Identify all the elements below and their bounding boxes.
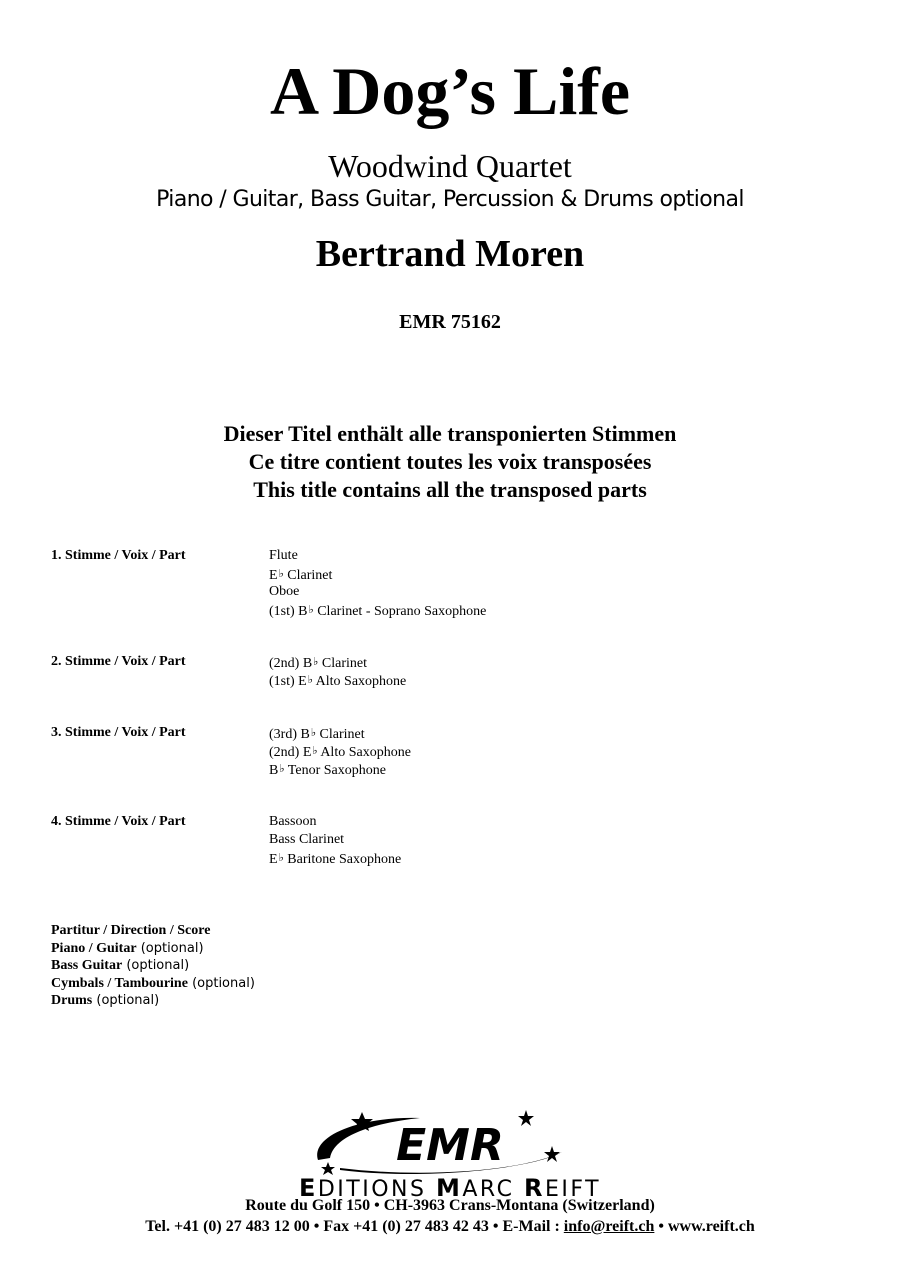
publisher-address: Route du Golf 150 • CH-3963 Crans-Montana (Switzerland) [245, 1197, 655, 1214]
part-instrument-list [269, 547, 486, 619]
part-label: 2. Stimme / Voix / Part [51, 654, 186, 669]
svg-text:EMR: EMR [396, 1120, 504, 1171]
instrument-line: (2nd) B♭ Clarinet [269, 656, 367, 671]
instrument-line: Oboe [269, 584, 300, 599]
part-label: 3. Stimme / Voix / Part [51, 725, 186, 740]
email-link[interactable]: info@reift.ch [563, 1218, 655, 1235]
list-item: Piano / Guitar (optional) [51, 940, 204, 956]
instrument-line: B♭ Tenor Saxophone [269, 763, 386, 778]
part-instrument-list [269, 653, 406, 689]
instrument-line: Flute [269, 548, 298, 563]
instrument-line: (1st) E♭ Alto Saxophone [269, 674, 407, 689]
flat-icon: ♭ [279, 763, 285, 775]
part-instrument-list [269, 724, 411, 778]
flat-icon: ♭ [308, 604, 314, 616]
catalog-number: EMR 75162 [399, 311, 501, 333]
flat-icon: ♭ [307, 674, 313, 686]
part-instrument-list [269, 813, 401, 867]
instrument-line: Bass Clarinet [269, 832, 345, 847]
instrument-line: (2nd) E♭ Alto Saxophone [269, 745, 411, 760]
flat-icon: ♭ [278, 568, 284, 580]
transposed-parts-notice [0, 420, 900, 504]
notice-french: Ce titre contient toutes les voix transposées [248, 449, 652, 474]
part-label: 1. Stimme / Voix / Part [51, 548, 186, 563]
notice-german: Dieser Titel enthält alle transponierten Stimmen [223, 421, 677, 446]
flat-icon: ♭ [313, 656, 319, 668]
list-item: Drums (optional) [51, 993, 160, 1008]
list-item: Bass Guitar (optional) [51, 958, 190, 973]
instrument-line: Bassoon [269, 814, 317, 829]
composer-name: Bertrand Moren [315, 233, 585, 275]
flat-icon: ♭ [312, 745, 318, 757]
publisher-name: EDITIONS MARC REIFT [298, 1174, 602, 1202]
subtitle: Woodwind Quartet [328, 148, 572, 184]
emr-logo-icon [300, 1108, 600, 1180]
flat-icon: ♭ [278, 852, 284, 864]
flat-icon: ♭ [310, 727, 317, 739]
additional-parts-list [51, 922, 255, 1010]
notice-english: This title contains all the transposed parts [253, 477, 647, 502]
list-item: Cymbals / Tambourine (optional) [51, 975, 255, 991]
instrumentation-line: Piano / Guitar, Bass Guitar, Percussion & Drums optional [156, 187, 744, 212]
part-label: 4. Stimme / Voix / Part [51, 814, 186, 829]
list-item: Partitur / Direction / Score [51, 923, 211, 938]
instrument-line: E♭ Clarinet [269, 568, 333, 583]
instrument-line: (1st) B♭ Clarinet - Soprano Saxophone [269, 604, 487, 619]
publisher-contact: Tel. +41 (0) 27 483 12 00 • Fax +41 (0) 27 483 42 43 • E-Mail : info@reift.ch • www.reift.ch [145, 1218, 755, 1235]
page-title: A Dog’s Life [269, 53, 631, 129]
instrument-line: (3rd) B♭ Clarinet [269, 727, 365, 742]
instrument-line: E♭ Baritone Saxophone [269, 852, 402, 867]
